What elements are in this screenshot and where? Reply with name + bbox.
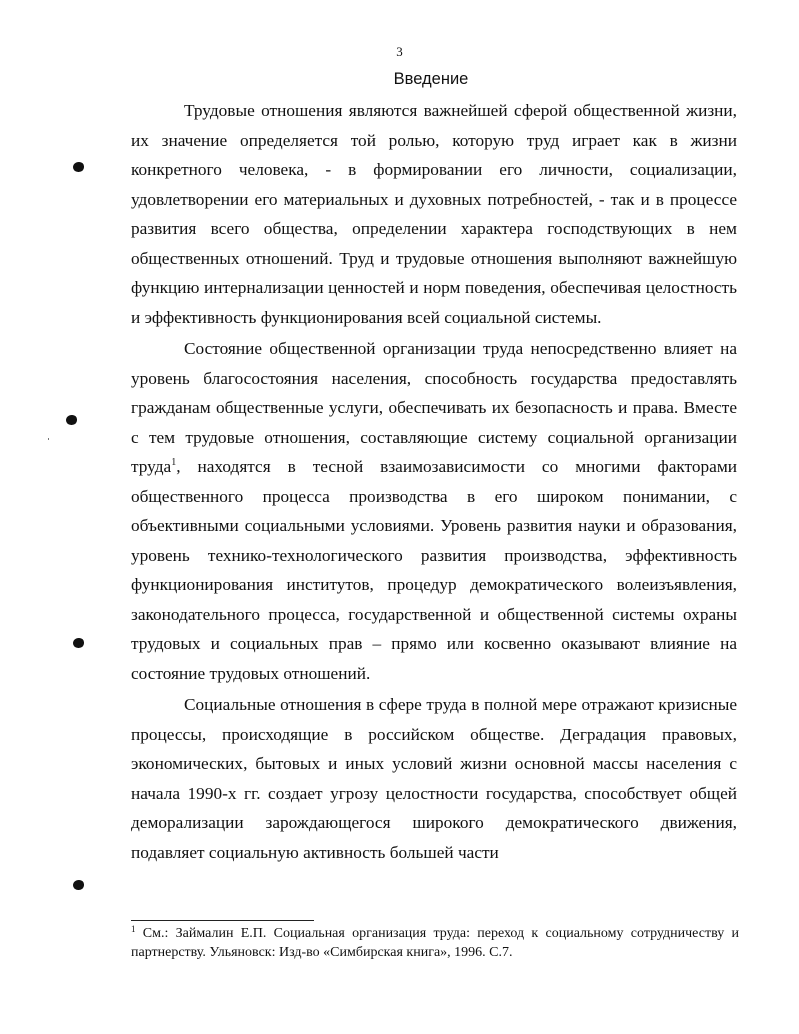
footnote-text: См.: Займалин Е.П. Социальная организация труда: переход к социальному сотрудничеству и партнерству. Ульяновск: Изд-во «Симбирская книга», 1996. С.7. (131, 926, 739, 960)
page-number: 3 (396, 44, 403, 59)
document-body (131, 96, 737, 867)
paragraph-crisis-processes: Социальные отношения в сфере труда в полной мере отражают кризисные процессы, происходящие в российском обществе. Деградация правовых, экономических, бытовых и иных условий жизни основной массы населения с начала 1990-х гг. создает угрозу целостности государства, способствует общей деморализации зарождающегося широкого демократического движения, подавляет социальную активность большей части (131, 695, 737, 862)
scan-speck (48, 438, 49, 440)
paragraph-social-organization (131, 334, 737, 688)
page-title: Введение (393, 70, 469, 88)
scan-hole-mark (66, 415, 77, 425)
paragraph-text-before-footnote: Состояние общественной организации труда непосредственно влияет на уровень благосостояния населения, способность государства предоставлять гражданам общественные услуги, обеспечивать их безопасность и права. Вместе с тем трудовые отношения, составляющие систему социальной организации труда (131, 339, 737, 476)
scan-hole-mark (73, 880, 84, 890)
footnote-mark: 1 (131, 924, 136, 934)
footnote-divider (131, 920, 314, 921)
footnote-reference: 1 (171, 457, 177, 468)
paragraph-text-after-footnote: , находятся в тесной взаимозависимости со многими факторами общественного процесса производства в его широком понимании, с объективными социальными условиями. Уровень развития науки и образования, уровень технико-технологического развития производства, эффективность функционирования институтов, процедур демократического волеизъявления, законодательного процесса, государственной и общественной системы охраны трудовых и социальных прав – прямо или косвенно оказывают влияние на состояние трудовых отношений. (131, 457, 737, 683)
paragraph-labor-relations: Трудовые отношения являются важнейшей сферой общественной жизни, их значение определяется той ролью, которую труд играет как в жизни конкретного человека, - в формировании его личности, социализации, удовлетворении его материальных и духовных потребностей, - так и в процессе развития всего общества, определении характера господствующих в нем общественных отношений. Труд и трудовые отношения выполняют важнейшую функцию интернализации ценностей и норм поведения, обеспечивая целостность и эффективность функционирования всей социальной системы. (131, 101, 737, 327)
scan-hole-mark (73, 162, 84, 172)
footnote (131, 925, 739, 962)
scan-hole-mark (73, 638, 84, 648)
